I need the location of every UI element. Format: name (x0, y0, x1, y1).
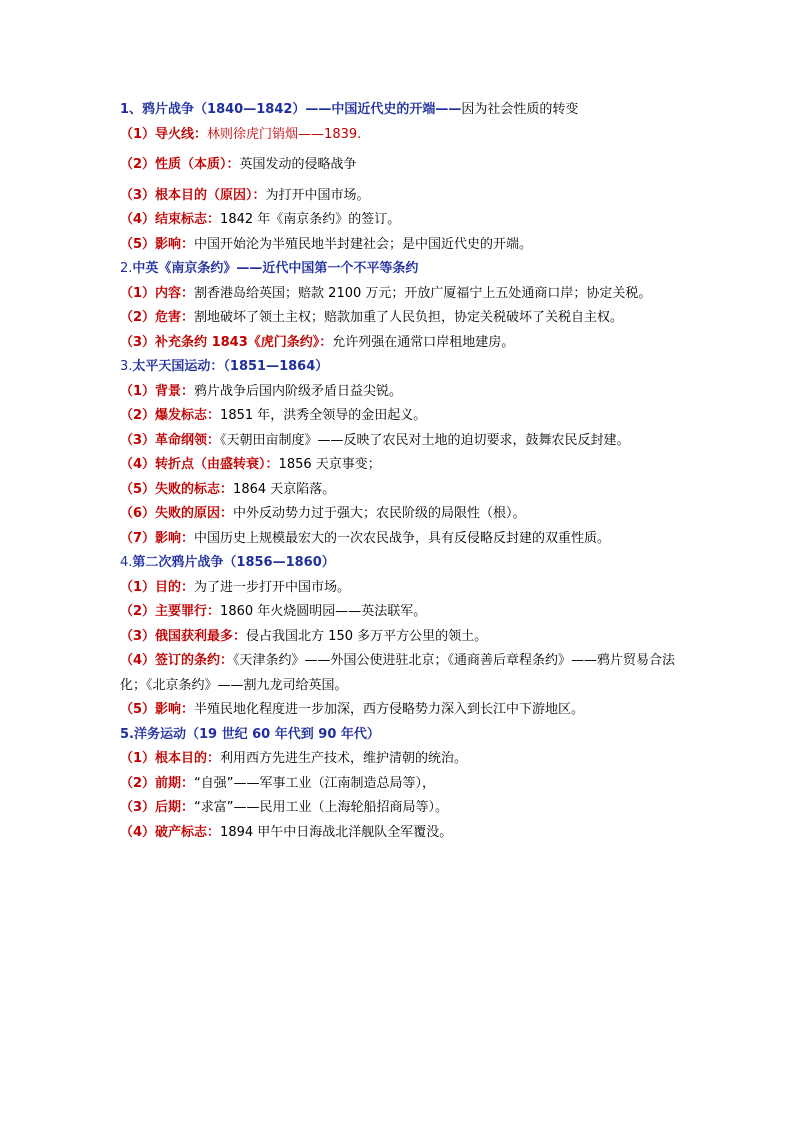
section-heading (120, 98, 676, 123)
list-item (120, 527, 676, 552)
item-label: （5）影响： (120, 236, 195, 252)
list-item (120, 429, 676, 454)
item-text: 中国历史上规模最宏大的一次农民战争，具有反侵略反封建的双重性质。 (194, 530, 611, 546)
list-item (120, 502, 676, 527)
list-item (120, 821, 676, 846)
item-text: 割地破坏了领土主权；赔款加重了人民负担，协定关税破坏了关税自主权。 (194, 310, 624, 325)
item-label: （3）革命纲领： (120, 432, 221, 448)
item-label: （4）破产标志： (120, 824, 221, 840)
item-label: （1）背景： (120, 383, 195, 399)
section-title: 中英《南京条约》——近代中国第一个不平等条约 (132, 261, 419, 276)
list-item (120, 282, 676, 307)
item-text: 中外反动势力过于强大；农民阶级的局限性（根）。 (233, 506, 526, 521)
section-heading (120, 257, 676, 282)
item-label: （2）危害： (120, 310, 195, 325)
item-text: 割香港岛给英国；赔款 2100 万元；开放广厦福宁上五处通商口岸；协定关税。 (194, 285, 652, 301)
item-label: （4）转折点（由盛转衰）： (120, 457, 279, 472)
list-item (120, 698, 676, 723)
item-label: （2）前期： (120, 775, 195, 791)
section-title: 洋务运动（19 世纪 60 年代到 90 年代） (133, 726, 380, 742)
item-text: 为了进一步打开中国市场。 (194, 579, 351, 595)
section-heading (120, 551, 676, 576)
list-item (120, 747, 676, 772)
list-item (120, 404, 676, 429)
list-item (120, 331, 676, 356)
section-1 (120, 98, 676, 257)
list-item (120, 233, 676, 258)
item-text: 1864 天京陷落。 (233, 481, 336, 497)
item-label: （5）影响： (120, 702, 195, 717)
list-item (120, 184, 676, 209)
section-number: 5. (120, 726, 134, 742)
section-heading (120, 355, 676, 380)
section-title: 太平天国运动：（1851—1864） (132, 359, 329, 374)
section-number: 2. (120, 261, 133, 276)
section-5 (120, 723, 676, 846)
list-item (120, 600, 676, 625)
list-item (120, 625, 676, 650)
section-number: 4. (120, 555, 133, 570)
item-text: 中国开始沦为半殖民地半封建社会；是中国近代史的开端。 (194, 236, 533, 252)
document-page (120, 98, 676, 845)
item-label: （3）俄国获利最多： (120, 628, 247, 644)
list-item (120, 576, 676, 601)
list-item (120, 123, 676, 148)
section-number: 1、 (120, 102, 143, 117)
item-text: 鸦片战争后国内阶级矛盾日益尖锐。 (194, 383, 403, 399)
item-label: （1）根本目的： (120, 751, 221, 766)
item-label: （1）导火线： (120, 126, 208, 142)
item-label: （1）目的： (120, 579, 195, 595)
section-number: 3. (120, 359, 133, 374)
list-item (120, 649, 676, 698)
list-item (120, 772, 676, 797)
item-text: 1860 年火烧圆明园——英法联军。 (220, 604, 427, 619)
item-text: 允许列强在通常口岸租地建房。 (332, 334, 515, 350)
section-title: 第二次鸦片战争（1856—1860） (132, 555, 335, 570)
list-item (120, 478, 676, 503)
item-text: 林则徐虎门销烟——1839. (207, 126, 362, 142)
item-label: （2）性质（本质）： (120, 157, 240, 172)
item-label: （3）后期： (120, 800, 195, 815)
item-text: 利用西方先进生产技术，维护清朝的统治。 (220, 751, 468, 766)
item-text: 《天津条约》——外国公使进驻北京；《通商善后章程条约》——鸦片贸易合法化；《北京条约》——割九龙司给英国。 (120, 653, 676, 693)
item-text: 半殖民地化程度进一步加深，西方侵略势力深入到长江中下游地区。 (194, 702, 585, 717)
section-title: 鸦片战争（1840—1842）——中国近代史的开端—— (142, 102, 462, 117)
item-label: （3）根本目的（原因）： (120, 187, 266, 203)
item-text: 英国发动的侵略战争 (239, 157, 357, 172)
section-2 (120, 257, 676, 355)
item-label: （5）失败的标志： (120, 481, 234, 497)
item-label: （2）主要罪行： (120, 604, 221, 619)
item-label: （2）爆发标志： (120, 408, 221, 423)
section-3 (120, 355, 676, 551)
item-text: “自强”——军事工业（江南制造总局等）， (194, 775, 436, 791)
list-item (120, 208, 676, 233)
item-text: 《天朝田亩制度》——反映了农民对土地的迫切要求，鼓舞农民反封建。 (220, 432, 630, 448)
section-4 (120, 551, 676, 723)
item-text: 1894 甲午中日海战北洋舰队全军覆没。 (220, 824, 453, 840)
list-item (120, 306, 676, 331)
item-text: “求富”——民用工业（上海轮船招商局等）。 (194, 800, 449, 815)
item-label: （7）影响： (120, 530, 195, 546)
item-text: 1856 天京事变； (278, 457, 381, 472)
section-heading (120, 723, 676, 748)
list-item (120, 380, 676, 405)
item-text: 为打开中国市场。 (265, 187, 370, 203)
item-text: 侵占我国北方 150 多万平方公里的领土。 (246, 628, 488, 644)
item-label: （3）补充条约 1843《虎门条约》： (120, 334, 333, 350)
item-text: 1851 年，洪秀全领导的金田起义。 (220, 408, 427, 423)
item-label: （6）失败的原因： (120, 506, 234, 521)
item-label: （4）签订的条约： (120, 653, 234, 668)
list-item (120, 453, 676, 478)
item-label: （4）结束标志： (120, 212, 221, 227)
list-item (120, 153, 676, 178)
item-label: （1）内容： (120, 285, 195, 301)
list-item (120, 796, 676, 821)
section-title-suffix: 因为社会性质的转变 (461, 102, 579, 117)
item-text: 1842 年《南京条约》的签订。 (220, 212, 401, 227)
